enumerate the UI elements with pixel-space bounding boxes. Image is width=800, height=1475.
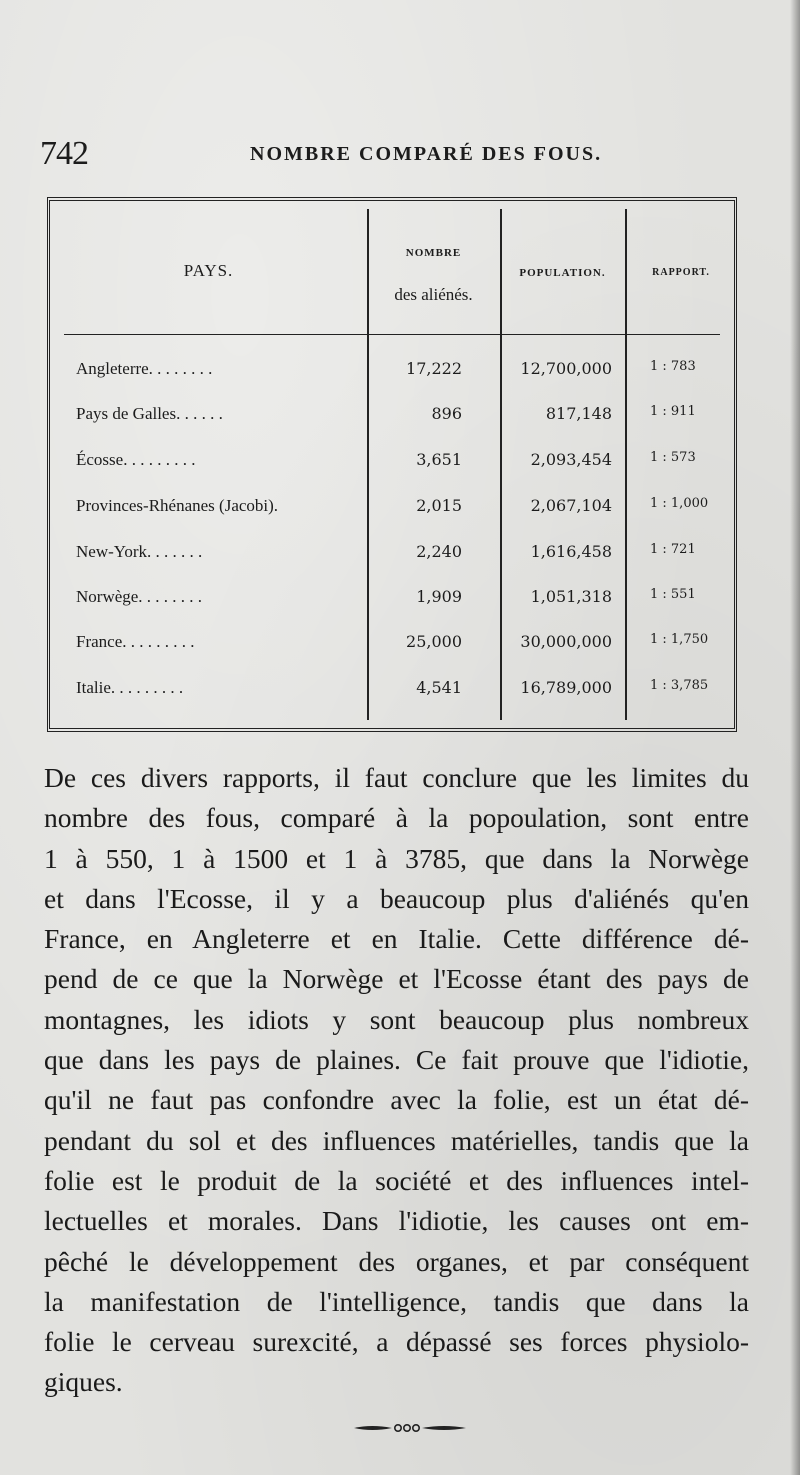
text-line: De ces divers rapports, il faut conclure que les limites du xyxy=(44,762,749,793)
cell-population: 1,616,458 xyxy=(530,542,612,561)
cell-pays: Pays de Galles. . . . . . xyxy=(76,404,223,423)
cell-nombre: 2,015 xyxy=(416,496,462,515)
body-paragraph xyxy=(44,758,749,1403)
text-line: qu'il ne faut pas confondre avec la folie, est un état dé- xyxy=(44,1084,749,1116)
page-number: 742 xyxy=(40,135,88,172)
cell-population: 12,700,000 xyxy=(520,359,612,378)
text-line: la manifestation de l'intelligence, tandis que dans la xyxy=(44,1285,749,1317)
cell-rapport: 1 : 911 xyxy=(650,404,696,419)
cell-pays: Norwège. . . . . . . . xyxy=(76,587,203,606)
cell-population: 2,067,104 xyxy=(530,496,612,515)
cell-nombre: 17,222 xyxy=(406,359,462,378)
cell-rapport: 1 : 1,000 xyxy=(650,496,709,511)
text-line: pend de ce que la Norwège et l'Ecosse étant des pays de xyxy=(44,963,749,995)
cell-population: 16,789,000 xyxy=(520,678,612,697)
cell-population: 30,000,000 xyxy=(520,632,612,651)
fleuron-ornament-icon xyxy=(352,1418,468,1438)
cell-rapport: 1 : 1,750 xyxy=(650,632,709,647)
cell-pays: Provinces-Rhénanes (Jacobi). xyxy=(76,496,279,515)
table-row xyxy=(50,359,734,399)
text-line: pendant du sol et des influences matérielles, tandis que la xyxy=(44,1124,749,1156)
cell-population: 2,093,454 xyxy=(530,450,612,469)
text-line: 1 à 550, 1 à 1500 et 1 à 3785, que dans la Norwège xyxy=(44,842,749,874)
header-population: POPULATION. xyxy=(519,267,606,279)
header-pays: PAYS. xyxy=(183,261,234,280)
header-rapport: RAPPORT. xyxy=(652,267,710,278)
running-header xyxy=(40,135,760,175)
text-line: lectuelles et morales. Dans l'idiotie, les causes ont em- xyxy=(44,1205,749,1237)
cell-pays: France. . . . . . . . . xyxy=(76,632,195,651)
table-row xyxy=(50,587,734,627)
cell-rapport: 1 : 721 xyxy=(650,542,696,557)
cell-pays: Écosse. . . . . . . . . xyxy=(76,450,196,469)
cell-rapport: 1 : 573 xyxy=(650,450,696,465)
cell-pays: Italie. . . . . . . . . xyxy=(76,678,184,697)
text-line: pêché le développement des organes, et par conséquent xyxy=(44,1245,749,1277)
table-row xyxy=(50,678,734,718)
cell-nombre: 25,000 xyxy=(406,632,462,651)
statistics-table xyxy=(47,197,737,732)
cell-nombre: 4,541 xyxy=(416,678,462,697)
text-line: folie le cerveau surexcité, a dépassé ses forces physiolo- xyxy=(44,1326,749,1358)
text-line: France, en Angleterre et en Italie. Cette différence dé- xyxy=(44,923,749,955)
header-nombre-sub: des aliénés. xyxy=(394,285,473,304)
table-row xyxy=(50,404,734,444)
cell-population: 1,051,318 xyxy=(530,587,612,606)
table-row xyxy=(50,632,734,672)
table-row xyxy=(50,496,734,536)
cell-nombre: 2,240 xyxy=(416,542,462,561)
running-title: NOMBRE COMPARÉ DES FOUS. xyxy=(250,143,603,165)
header-rule xyxy=(64,334,720,335)
text-line: que dans les pays de plaines. Ce fait prouve que l'idiotie, xyxy=(44,1044,749,1076)
cell-rapport: 1 : 3,785 xyxy=(650,678,709,693)
cell-nombre: 3,651 xyxy=(416,450,462,469)
text-line: et dans l'Ecosse, il y a beaucoup plus d'aliénés qu'en xyxy=(44,882,749,914)
cell-nombre: 1,909 xyxy=(416,587,462,606)
table-row xyxy=(50,450,734,490)
cell-nombre: 896 xyxy=(431,404,462,423)
cell-pays: Angleterre. . . . . . . . xyxy=(76,359,213,378)
text-line: nombre des fous, comparé à la popoulation, sont entre xyxy=(44,802,749,834)
table-row xyxy=(50,542,734,582)
page-edge-shadow xyxy=(790,0,800,1475)
cell-rapport: 1 : 551 xyxy=(650,587,696,602)
text-line: folie est le produit de la société et des influences intel- xyxy=(44,1164,749,1196)
cell-rapport: 1 : 783 xyxy=(650,359,696,374)
text-line: montagnes, les idiots y sont beaucoup plus nombreux xyxy=(44,1003,749,1035)
text-line: giques. xyxy=(44,1366,123,1398)
cell-pays: New-York. . . . . . . xyxy=(76,542,203,561)
cell-population: 817,148 xyxy=(545,404,612,423)
header-nombre: NOMBRE xyxy=(405,247,462,259)
